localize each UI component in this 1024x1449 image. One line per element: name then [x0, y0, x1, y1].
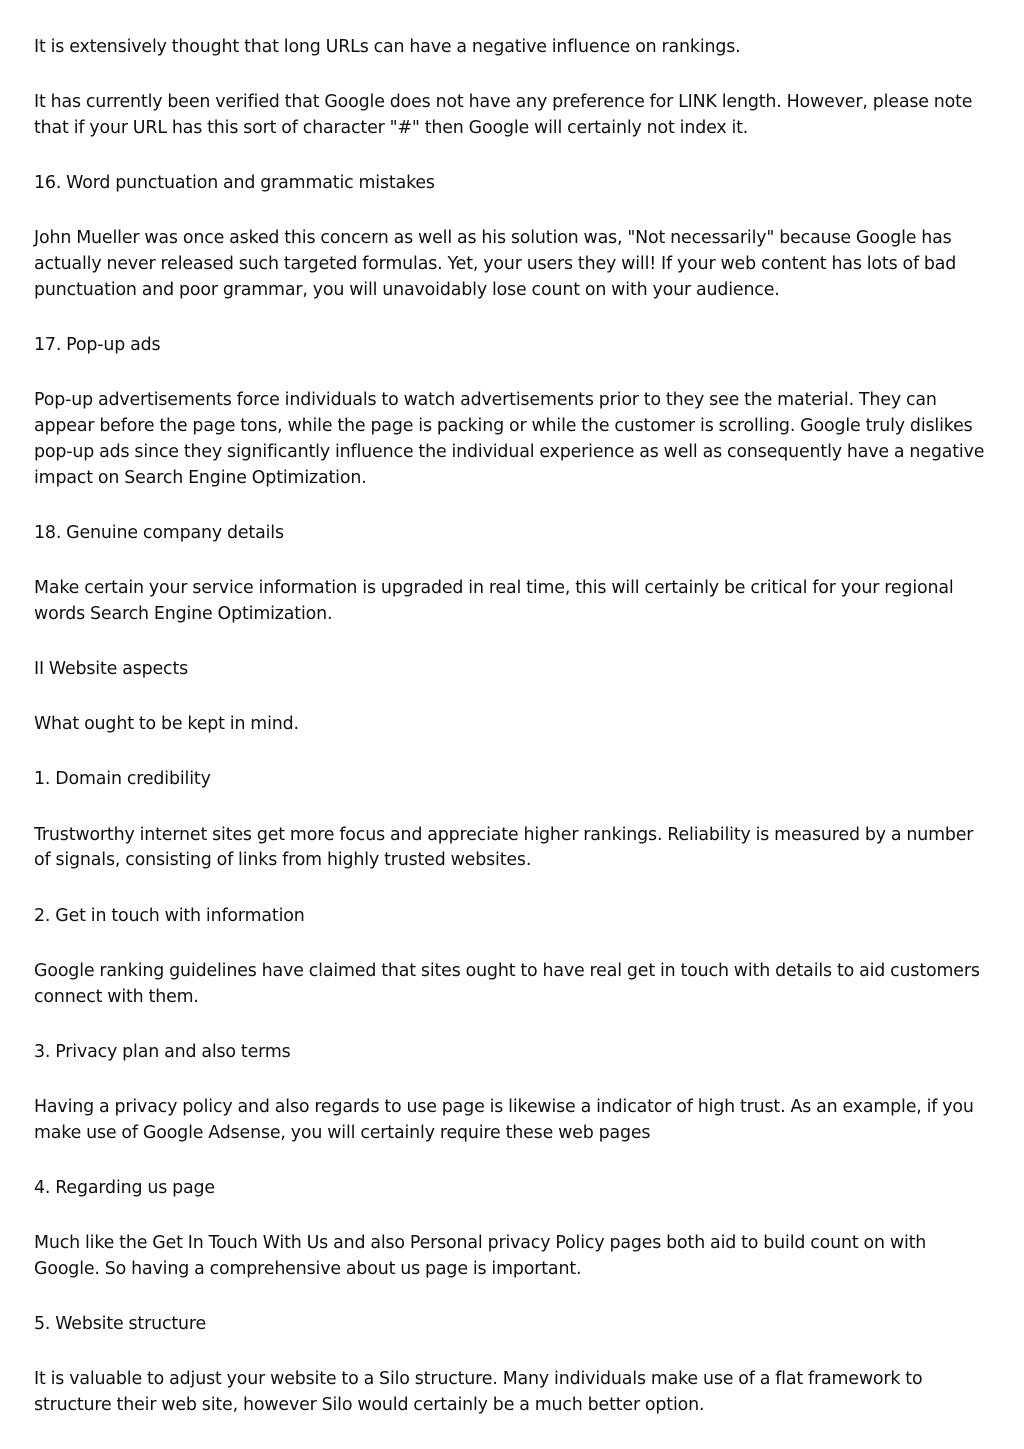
heading-privacy-terms: 3. Privacy plan and also terms [34, 1041, 291, 1062]
document-body [34, 35, 992, 1419]
heading-company-details: 18. Genuine company details [34, 522, 284, 543]
heading-website-aspects: II Website aspects [34, 659, 189, 680]
heading-contact-information: 2. Get in touch with information [34, 905, 305, 926]
paragraph-long-urls: It is extensively thought that long URLs can have a negative influence on rankings. [34, 37, 741, 57]
heading-domain-credibility: 1. Domain credibility [34, 769, 211, 790]
paragraph-link-length: It has currently been verified that Google does not have any preference for LINK length. However, please note that if your URL has this sort of character "#" then Google will certainly not index it. [34, 92, 973, 138]
heading-website-structure: 5. Website structure [34, 1314, 207, 1335]
paragraph-contact-information: Google ranking guidelines have claimed that sites ought to have real get in touch with details to aid customers connect with them. [34, 960, 980, 1007]
paragraph-john-mueller: John Mueller was once asked this concern as well as his solution was, "Not necessarily" because Google has actually never released such targeted formulas. Yet, your users they will! If your web content has lots of bad punctuation and poor grammar, you will unavoidably lose count on with your audience. [34, 228, 957, 300]
paragraph-privacy-terms: Having a privacy policy and also regards to use page is likewise a indicator of high trust. As an example, if you make use of Google Adsense, you will certainly require these web pages [34, 1096, 974, 1143]
heading-about-us-page: 4. Regarding us page [34, 1177, 215, 1198]
heading-punctuation-grammar: 16. Word punctuation and grammatic mistakes [34, 173, 435, 194]
paragraph-company-details: Make certain your service information is upgraded in real time, this will certainly be critical for your regional words Search Engine Optimization. [34, 578, 954, 624]
paragraph-website-structure: It is valuable to adjust your website to a Silo structure. Many individuals make use of a flat framework to structure their web site, however Silo would certainly be a much better option. [34, 1369, 923, 1416]
paragraph-about-us-page: Much like the Get In Touch With Us and also Personal privacy Policy pages both aid to build count on with Google. So having a comprehensive about us page is important. [34, 1233, 927, 1279]
paragraph-domain-credibility: Trustworthy internet sites get more focus and appreciate higher rankings. Reliability is measured by a number of signals, consisting of links from highly trusted websites. [34, 824, 974, 871]
paragraph-kept-in-mind: What ought to be kept in mind. [34, 714, 299, 735]
heading-pop-up-ads: 17. Pop-up ads [34, 335, 161, 356]
paragraph-pop-up-ads: Pop-up advertisements force individuals to watch advertisements prior to they see the material. They can appear before the page tons, while the page is packing or while the customer is scrolling. Google truly dislikes pop-up ads since they significantly influence the individual experience as well as consequently have a negative impact on Search Engine Optimization. [34, 390, 985, 488]
